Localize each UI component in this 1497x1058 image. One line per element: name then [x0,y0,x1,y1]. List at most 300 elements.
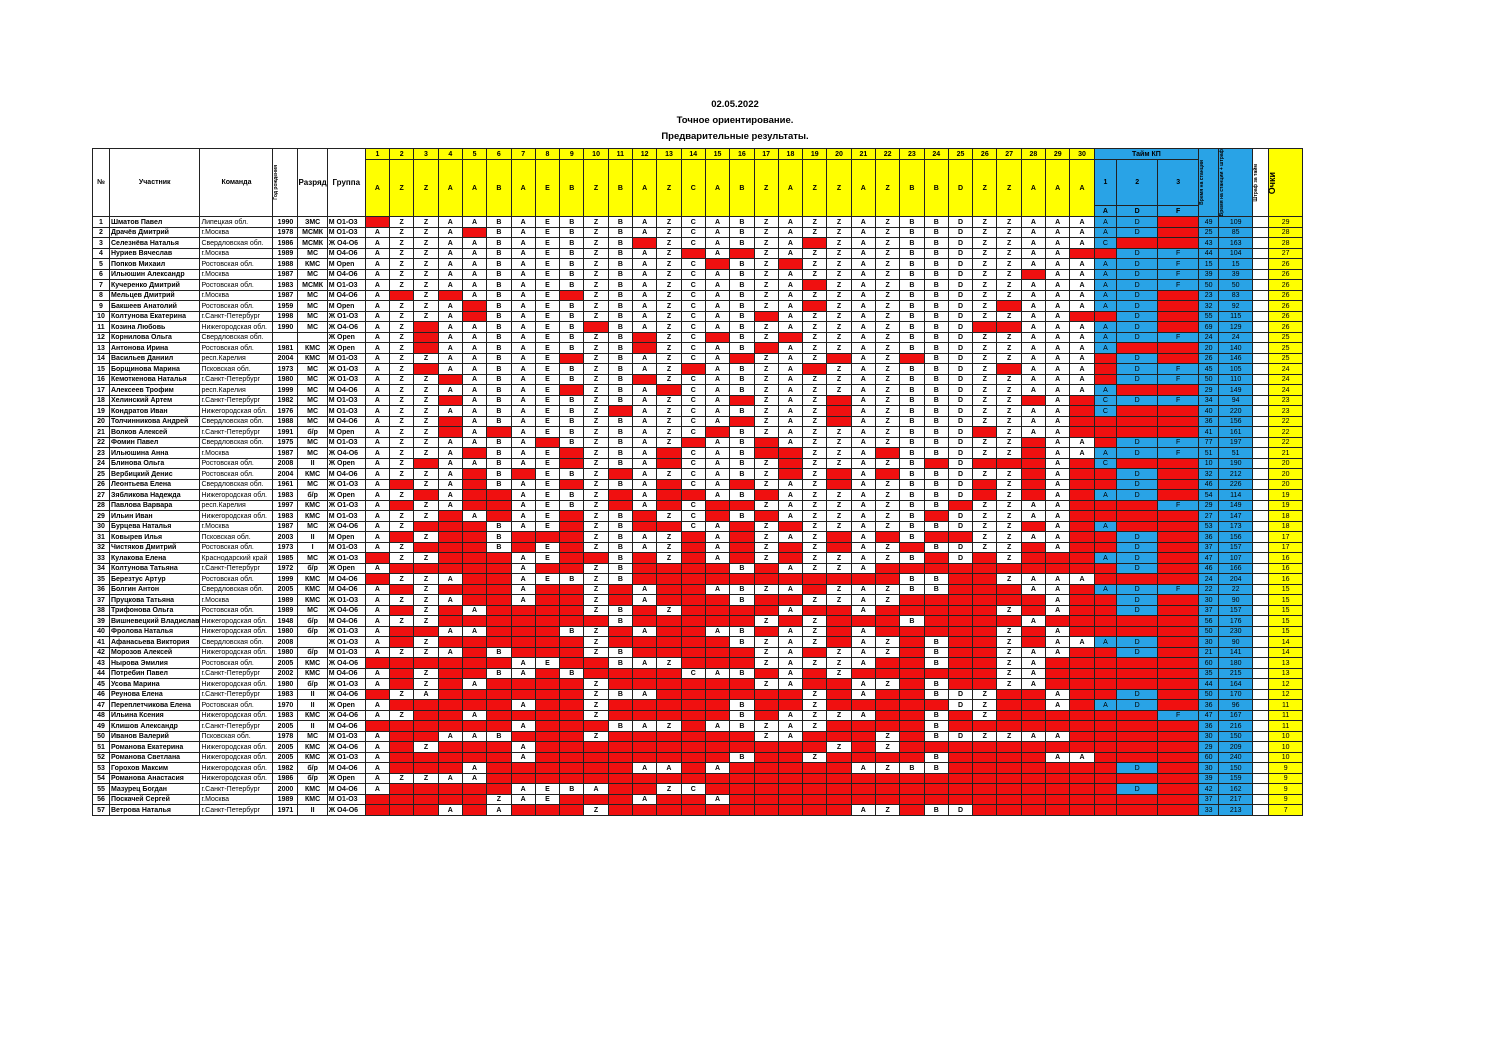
answer-cell: A [365,374,389,385]
answer-wrong [730,647,754,658]
answer-cell: A [851,227,875,238]
answer-cell: Z [997,280,1021,291]
answer-wrong [900,679,924,690]
answer-cell: A [462,605,486,616]
answer-cell: Z [414,595,438,606]
penalty-cell [1253,532,1269,543]
answer-cell: A [1046,437,1070,448]
row-num: 39 [93,616,110,627]
table-row [93,406,1303,417]
points: 10 [1269,742,1303,753]
answer-cell: A [438,269,462,280]
answer-cell: Z [657,532,681,543]
group: Ж Open [327,563,365,574]
penalty-cell [1253,700,1269,711]
time-stations: 45 [1199,364,1219,375]
answer-cell: A [511,437,535,448]
answer-wrong [924,794,948,805]
table-row [93,553,1303,564]
answer-cell: Z [827,259,851,270]
answer-cell: B [924,311,948,322]
answer-wrong [535,763,559,774]
row-num: 28 [93,500,110,511]
answer-cell: D [948,521,972,532]
team-name: г.Санкт-Петербург [200,784,273,795]
answer-cell: E [535,542,559,553]
answer-wrong [657,742,681,753]
col-header-points [1269,149,1303,217]
answer-wrong [754,511,778,522]
answer-cell: A [511,563,535,574]
answer-wrong [875,710,899,721]
birth-year: 1959 [273,301,298,312]
answer-cell: Z [754,332,778,343]
station-number: 27 [997,149,1021,160]
answer-wrong [827,353,851,364]
answer-cell: A [705,553,729,564]
table-row [93,773,1303,784]
answer-cell: A [705,217,729,228]
rank: КМС [298,710,327,721]
birth-year: 1999 [273,574,298,585]
answer-wrong [827,773,851,784]
answer-cell: A [1070,332,1094,343]
table-row [93,511,1303,522]
answer-wrong [1046,742,1070,753]
answer-cell: Z [414,616,438,627]
answer-cell: A [1070,437,1094,448]
time-with-penalty: 15 [1219,259,1253,270]
answer-wrong [730,794,754,805]
answer-wrong [487,584,511,595]
group: М О4-О6 [327,668,365,679]
points: 19 [1269,500,1303,511]
answer-cell: D [948,259,972,270]
rank: КМС [298,584,327,595]
timed-wrong [1158,479,1199,490]
row-num: 38 [93,605,110,616]
answer-cell: A [511,553,535,564]
answer-cell: A [365,742,389,753]
station-number: 26 [973,149,997,160]
answer-cell: B [924,521,948,532]
team-name: г.Москва [200,269,273,280]
answer-cell: Z [754,406,778,417]
answer-cell: A [778,343,802,354]
answer-wrong [438,679,462,690]
answer-cell: Z [973,353,997,364]
answer-cell: A [1070,448,1094,459]
penalty-cell [1253,521,1269,532]
answer-cell: B [730,259,754,270]
team-name: г.Москва [200,290,273,301]
answer-cell: Z [827,385,851,396]
birth-year: 2005 [273,721,298,732]
answer-wrong [414,700,438,711]
timed-wrong [1158,511,1199,522]
team-name: г.Санкт-Петербург [200,427,273,438]
table-row [93,805,1303,816]
birth-year: 1988 [273,416,298,427]
points: 26 [1269,301,1303,312]
answer-wrong [438,374,462,385]
penalty-cell [1253,248,1269,259]
answer-wrong [390,584,414,595]
timed-wrong [1117,406,1158,417]
answer-cell: B [487,521,511,532]
answer-cell: Z [390,238,414,249]
answer-wrong [462,301,486,312]
answer-cell: Z [584,217,608,228]
answer-cell: D [948,542,972,553]
participant-name: Ильюшина Анна [110,448,200,459]
penalty-cell [1253,301,1269,312]
timed-wrong [1094,794,1117,805]
answer-cell: E [535,217,559,228]
group: Ж О4-О6 [327,710,365,721]
answer-cell: B [608,689,632,700]
time-with-penalty: 107 [1219,553,1253,564]
birth-year: 1987 [273,448,298,459]
participant-name: Иванов Валерий [110,731,200,742]
rank: КМС [298,752,327,763]
answer-cell: B [730,626,754,637]
answer-wrong [973,752,997,763]
answer-cell: B [487,416,511,427]
answer-wrong [973,742,997,753]
answer-wrong [1021,689,1045,700]
answer-cell: Z [875,385,899,396]
group: М Open [327,259,365,270]
answer-cell: Z [754,616,778,627]
answer-cell: B [487,343,511,354]
answer-cell: Z [803,532,827,543]
answer-cell: Z [754,679,778,690]
answer-cell: C [681,322,705,333]
answer-cell: Z [657,395,681,406]
answer-cell: C [681,479,705,490]
answer-cell: C [681,521,705,532]
answer-cell: B [608,616,632,627]
answer-cell: D [948,385,972,396]
answer-cell: A [851,427,875,438]
answer-cell: B [924,448,948,459]
time-with-penalty: 90 [1219,595,1253,606]
answer-cell: B [560,490,584,501]
answer-wrong [1046,668,1070,679]
team-name: Ростовская обл. [200,469,273,480]
answer-wrong [1070,427,1094,438]
team-name: Ростовская обл. [200,280,273,291]
answer-cell: A [1070,259,1094,270]
answer-cell: A [851,532,875,543]
answer-cell: Z [584,374,608,385]
answer-cell: Z [973,385,997,396]
timed-correct-answer: F [1158,206,1199,217]
participant-name: Селезнёва Наталья [110,238,200,249]
answer-wrong [730,605,754,616]
answer-wrong [535,689,559,700]
answer-wrong [560,721,584,732]
answer-wrong [681,437,705,448]
answer-wrong [754,689,778,700]
answer-cell: A [1070,374,1094,385]
answer-cell: Z [875,353,899,364]
answer-wrong [997,563,1021,574]
answer-wrong [462,574,486,585]
answer-wrong [778,752,802,763]
answer-wrong [754,742,778,753]
timed-wrong [1094,374,1117,385]
time-stations: 56 [1199,616,1219,627]
timed-answer: D [1117,542,1158,553]
answer-wrong [365,805,389,816]
answer-cell: D [948,248,972,259]
answer-cell: A [851,647,875,658]
answer-cell: B [487,374,511,385]
time-with-penalty: 170 [1219,689,1253,700]
answer-cell: A [1021,500,1045,511]
answer-wrong [803,742,827,753]
points: 25 [1269,353,1303,364]
answer-wrong [730,616,754,627]
table-row [93,616,1303,627]
team-name: Нижегородская обл. [200,406,273,417]
answer-cell: B [487,437,511,448]
answer-cell: B [487,458,511,469]
answer-cell: A [705,626,729,637]
answer-cell: A [1046,406,1070,417]
answer-cell: A [851,584,875,595]
answer-cell: B [924,322,948,333]
timed-answer: D [1117,469,1158,480]
station-number: 14 [681,149,705,160]
answer-cell: A [365,731,389,742]
answer-cell: E [535,322,559,333]
correct-answer: A [1070,160,1094,217]
participant-name: Березтус Артур [110,574,200,585]
answer-cell: A [438,406,462,417]
timed-answer: A [1094,227,1117,238]
answer-wrong [1070,458,1094,469]
timed-wrong [1117,511,1158,522]
points: 12 [1269,679,1303,690]
answer-cell: Z [657,542,681,553]
participant-name: Переплетчикова Елена [110,700,200,711]
rank: КМС [298,469,327,480]
time-with-penalty: 90 [1219,637,1253,648]
answer-cell: A [1046,395,1070,406]
timed-correct-answer: D [1117,206,1158,217]
answer-cell: Z [657,605,681,616]
answer-cell: Z [875,553,899,564]
time-stations: 69 [1199,322,1219,333]
answer-wrong [414,710,438,721]
timed-answer: C [1094,238,1117,249]
answer-wrong [535,742,559,753]
answer-cell: A [778,427,802,438]
group: Ж О1-О3 [327,479,365,490]
answer-cell: Z [997,227,1021,238]
answer-cell: D [948,227,972,238]
answer-cell: Z [414,427,438,438]
answer-cell: Z [390,353,414,364]
answer-cell: B [900,385,924,396]
answer-cell: Z [657,364,681,375]
points: 16 [1269,574,1303,585]
answer-cell: A [511,259,535,270]
answer-cell: A [511,217,535,228]
answer-wrong [438,752,462,763]
answer-cell: A [511,290,535,301]
answer-wrong [1021,742,1045,753]
answer-cell: B [608,427,632,438]
timed-answer: A [1094,259,1117,270]
answer-cell: A [1046,301,1070,312]
time-stations: 33 [1199,805,1219,816]
answer-cell: B [560,374,584,385]
birth-year: 1990 [273,322,298,333]
answer-wrong [754,574,778,585]
answer-wrong [390,658,414,669]
answer-wrong [997,763,1021,774]
timed-wrong [1094,605,1117,616]
points: 25 [1269,332,1303,343]
team-name: Свердловская обл. [200,479,273,490]
answer-cell: A [778,668,802,679]
answer-cell: Z [584,437,608,448]
answer-cell: Z [803,227,827,238]
answer-wrong [973,479,997,490]
answer-cell: A [1070,637,1094,648]
answer-wrong [608,742,632,753]
answer-cell: A [365,311,389,322]
answer-wrong [851,742,875,753]
table-row [93,374,1303,385]
answer-wrong [803,668,827,679]
answer-wrong [414,563,438,574]
time-with-penalty: 197 [1219,437,1253,448]
penalty-cell [1253,353,1269,364]
answer-wrong [730,542,754,553]
answer-cell: A [1021,332,1045,343]
station-number: 15 [705,149,729,160]
answer-cell: D [948,458,972,469]
row-num: 13 [93,343,110,354]
rank: КМС [298,353,327,364]
penalty-cell [1253,217,1269,228]
answer-cell: A [633,584,657,595]
answer-wrong [535,595,559,606]
answer-wrong [705,689,729,700]
answer-cell: C [681,217,705,228]
time-with-penalty: 173 [1219,521,1253,532]
answer-cell: A [365,290,389,301]
answer-wrong [875,721,899,732]
answer-wrong [1021,721,1045,732]
answer-wrong [535,700,559,711]
answer-cell: B [730,668,754,679]
answer-wrong [462,794,486,805]
time-stations: 54 [1199,490,1219,501]
station-number: 2 [390,149,414,160]
answer-cell: A [462,511,486,522]
answer-cell: Z [973,238,997,249]
answer-cell: Z [827,427,851,438]
answer-cell: A [462,458,486,469]
answer-cell: A [851,290,875,301]
answer-cell: A [584,784,608,795]
timed-wrong [1117,416,1158,427]
answer-wrong [1021,794,1045,805]
timed-answer: A [1094,322,1117,333]
answer-wrong [948,742,972,753]
penalty-cell [1253,374,1269,385]
timed-answer: F [1158,395,1199,406]
rank: б/р [298,679,327,690]
birth-year: 2004 [273,469,298,480]
points: 13 [1269,658,1303,669]
rank: МС [298,448,327,459]
answer-wrong [875,784,899,795]
col-header-time-penalty [1219,149,1253,217]
answer-cell: Z [414,773,438,784]
answer-cell: B [560,469,584,480]
correct-answer: A [438,160,462,217]
answer-wrong [438,532,462,543]
answer-cell: B [730,269,754,280]
answer-cell: Z [414,280,438,291]
timed-wrong [1094,742,1117,753]
answer-cell: A [511,269,535,280]
row-num: 26 [93,479,110,490]
answer-wrong [754,668,778,679]
time-with-penalty: 167 [1219,710,1253,721]
answer-cell: Z [584,479,608,490]
table-row [93,332,1303,343]
answer-cell: A [851,595,875,606]
points: 26 [1269,259,1303,270]
answer-cell: A [633,227,657,238]
answer-cell: A [851,238,875,249]
answer-cell: D [948,364,972,375]
birth-year [273,332,298,343]
col-header-participant: Участник [110,149,200,217]
answer-wrong [875,700,899,711]
answer-wrong [1070,605,1094,616]
team-name: Нижегородская обл. [200,616,273,627]
answer-cell: D [948,511,972,522]
answer-cell: Z [803,259,827,270]
answer-wrong [462,595,486,606]
answer-wrong [414,343,438,354]
answer-wrong [1046,794,1070,805]
group: М О4-О6 [327,269,365,280]
answer-cell: A [1046,290,1070,301]
table-row [93,542,1303,553]
answer-wrong [390,794,414,805]
answer-cell: A [1070,752,1094,763]
answer-cell: A [1046,511,1070,522]
answer-wrong [608,679,632,690]
points: 24 [1269,364,1303,375]
answer-wrong [730,763,754,774]
answer-wrong [487,616,511,627]
answer-wrong [633,752,657,763]
team-name: г.Санкт-Петербург [200,721,273,732]
row-num: 34 [93,563,110,574]
answer-cell: A [365,437,389,448]
